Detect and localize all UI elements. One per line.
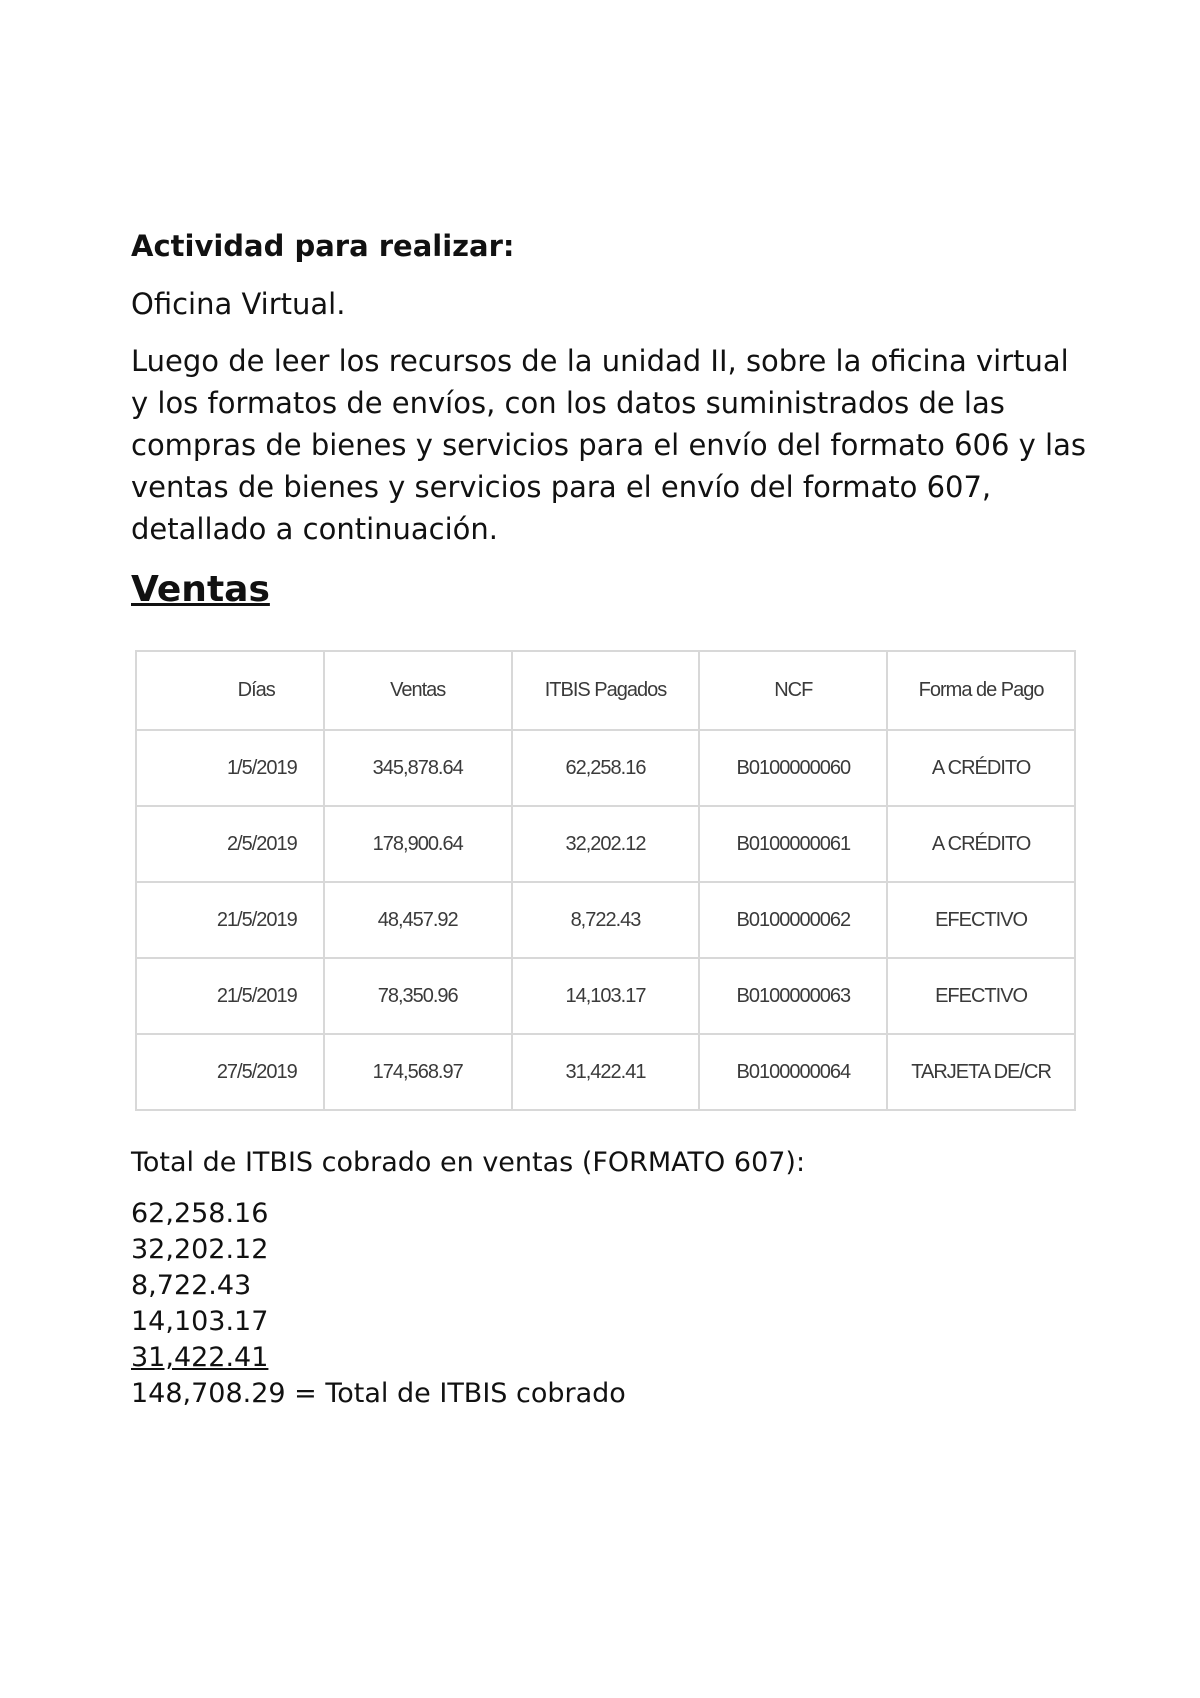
cell-dias: 1/5/2019 (136, 730, 324, 806)
cell-itbis: 31,422.41 (512, 1034, 700, 1110)
cell-ncf: B0100000062 (699, 882, 887, 958)
cell-dias: 27/5/2019 (136, 1034, 324, 1110)
cell-ventas: 48,457.92 (324, 882, 512, 958)
cell-ventas: 345,878.64 (324, 730, 512, 806)
cell-ventas: 178,900.64 (324, 806, 512, 882)
ventas-table-container (135, 650, 1076, 1111)
subtitle: Oficina Virtual. (131, 287, 346, 321)
cell-ventas: 78,350.96 (324, 958, 512, 1034)
table-row (136, 958, 1075, 1034)
cell-ncf: B0100000061 (699, 806, 887, 882)
header-forma-de-pago: Forma de Pago (887, 651, 1075, 730)
section-title-ventas: Ventas (131, 569, 270, 610)
document-page (131, 226, 1091, 1412)
header-ncf: NCF (699, 651, 887, 730)
itbis-value: 14,103.17 (131, 1306, 269, 1337)
table-row (136, 882, 1075, 958)
cell-forma-pago: A CRÉDITO (887, 730, 1075, 806)
table-row (136, 730, 1075, 806)
cell-forma-pago: TARJETA DE/CR (887, 1034, 1075, 1110)
instructions-paragraph: Luego de leer los recursos de la unidad II, sobre la oficina virtual y los formatos de envíos, con los datos suministrados de las compras de bienes y servicios para el envío del formato 606 y las ventas de bienes y servicios para el envío del formato 607, detallado a continuación. (131, 344, 1086, 546)
header-itbis-pagados: ITBIS Pagados (512, 651, 700, 730)
itbis-value-last: 31,422.41 (131, 1342, 269, 1373)
cell-dias: 21/5/2019 (136, 958, 324, 1034)
itbis-value: 32,202.12 (131, 1234, 269, 1265)
ventas-table (135, 650, 1076, 1111)
cell-itbis: 8,722.43 (512, 882, 700, 958)
table-header-row (136, 651, 1075, 730)
cell-forma-pago: A CRÉDITO (887, 806, 1075, 882)
itbis-value: 8,722.43 (131, 1270, 252, 1301)
cell-ventas: 174,568.97 (324, 1034, 512, 1110)
table-row (136, 1034, 1075, 1110)
header-ventas: Ventas (324, 651, 512, 730)
table-row (136, 806, 1075, 882)
cell-dias: 21/5/2019 (136, 882, 324, 958)
cell-ncf: B0100000064 (699, 1034, 887, 1110)
cell-ncf: B0100000060 (699, 730, 887, 806)
totals-label: Total de ITBIS cobrado en ventas (FORMATO 607): (131, 1147, 806, 1178)
activity-heading: Actividad para realizar: (131, 229, 515, 263)
header-dias: Días (136, 651, 324, 730)
cell-itbis: 14,103.17 (512, 958, 700, 1034)
totals-section (131, 1145, 1091, 1412)
itbis-value: 62,258.16 (131, 1198, 269, 1229)
itbis-total-line: 148,708.29 = Total de ITBIS cobrado (131, 1378, 626, 1409)
cell-forma-pago: EFECTIVO (887, 882, 1075, 958)
cell-dias: 2/5/2019 (136, 806, 324, 882)
cell-itbis: 62,258.16 (512, 730, 700, 806)
cell-forma-pago: EFECTIVO (887, 958, 1075, 1034)
cell-itbis: 32,202.12 (512, 806, 700, 882)
cell-ncf: B0100000063 (699, 958, 887, 1034)
